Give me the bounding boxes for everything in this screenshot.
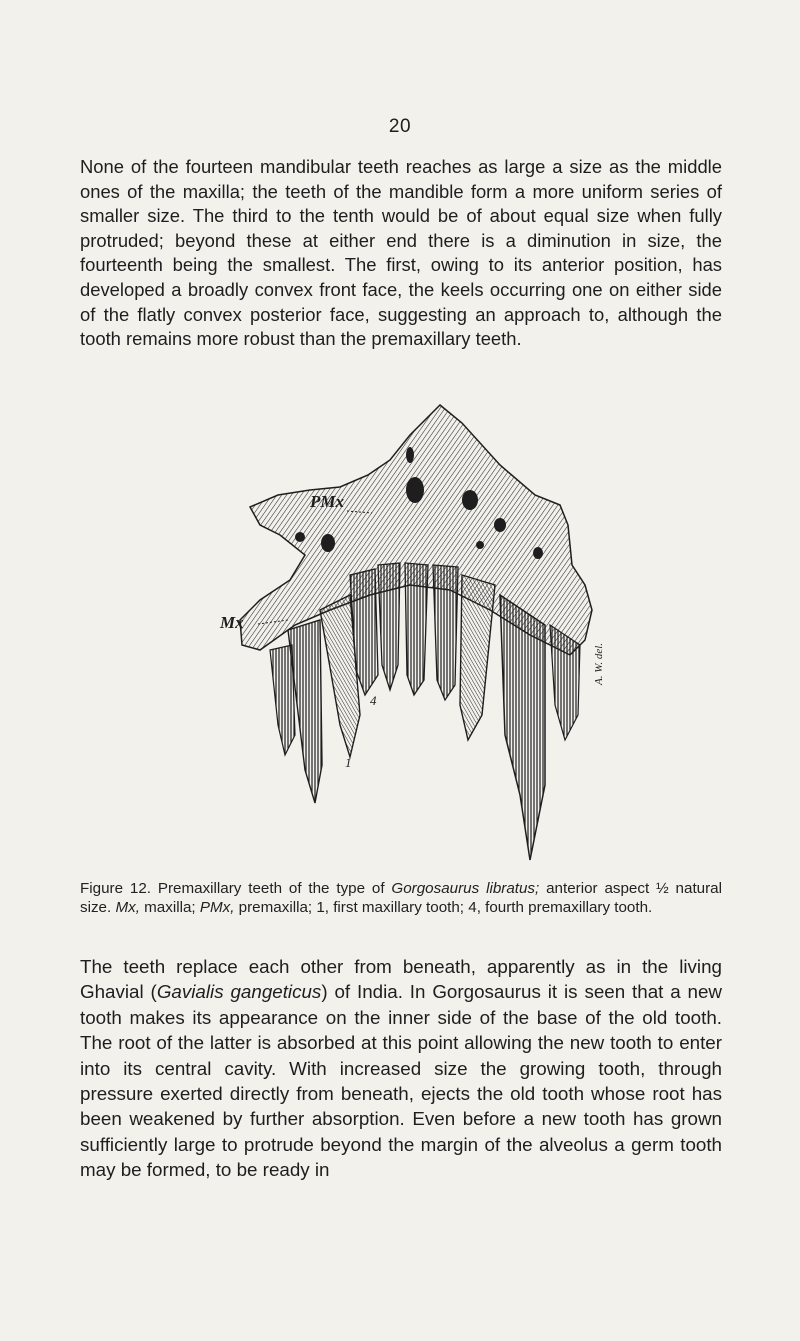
paragraph-tooth-replacement xyxy=(80,954,722,1183)
tooth-illustration xyxy=(200,395,630,870)
tooth-pmx-1 xyxy=(378,563,400,690)
tooth-pmx-2 xyxy=(405,563,428,695)
tooth-mx-right-2 xyxy=(500,595,545,860)
caption-middle: anterior aspect ½ natural size. xyxy=(80,880,722,916)
artist-signature: A. W. del. xyxy=(593,642,605,685)
caption-lead: Figure 12. Premaxillary teeth of the type of xyxy=(80,880,392,897)
label-pmx: PMx xyxy=(310,492,344,511)
tooth-pmx-3 xyxy=(433,565,458,700)
caption-mx-text: maxilla; xyxy=(139,898,200,916)
paragraph-2-species: Gavialis gangeticus xyxy=(156,981,322,1003)
figure-caption xyxy=(80,880,722,917)
page-number: 20 xyxy=(388,116,412,137)
caption-pmx-abbrev: PMx, xyxy=(199,898,235,916)
paragraph-mandibular-teeth: None of the fourteen mandibular teeth reaches as large a size as the middle ones of the maxilla; the teeth of the mandible form a more uniform series of smaller size. The third to the tenth would be of about equal size when fully protruded; beyond these at either end there is a diminution in size, the fourteenth being the smallest. The first, owing to its anterior position, has developed a broadly convex front face, the keels occurring one on either side of the flatly convex posterior face, suggesting an approach to, although the tooth remains more robust than the premaxillary teeth. xyxy=(80,156,722,350)
figure-premaxillary-teeth xyxy=(200,395,630,870)
tooth-mx-left-3 xyxy=(270,645,295,755)
paragraph-2-part1: The teeth replace each other from beneath, apparently as in the living Ghavial ( xyxy=(80,956,722,1003)
caption-genus: Gorgosaurus libratus; xyxy=(391,880,540,897)
tooth-mx-right-3 xyxy=(550,625,580,740)
label-first-maxillary-tooth: 1 xyxy=(345,755,352,770)
tooth-mx-right-1 xyxy=(460,575,495,740)
caption-rest: premaxilla; 1, first maxillary tooth; 4, fourth premaxillary tooth. xyxy=(234,898,653,916)
caption-mx-abbrev: Mx, xyxy=(115,898,140,916)
label-fourth-premaxillary-tooth: 4 xyxy=(370,693,377,708)
label-mx: Mx xyxy=(220,613,244,632)
paragraph-2-part2: ) of India. In Gorgosaurus it is seen that a new tooth makes its appearance on the inner side of the base of the old tooth. The root of the latter is absorbed at this point allowing the new tooth to enter into its central cavity. With increased size the growing tooth, through pressure exerted directly from beneath, ejects the old tooth whose root has been weakened by further absorption. Even before a new tooth has grown sufficiently large to protrude beyond the margin of the alveolus a germ tooth may be formed, to be ready in xyxy=(80,981,722,1181)
